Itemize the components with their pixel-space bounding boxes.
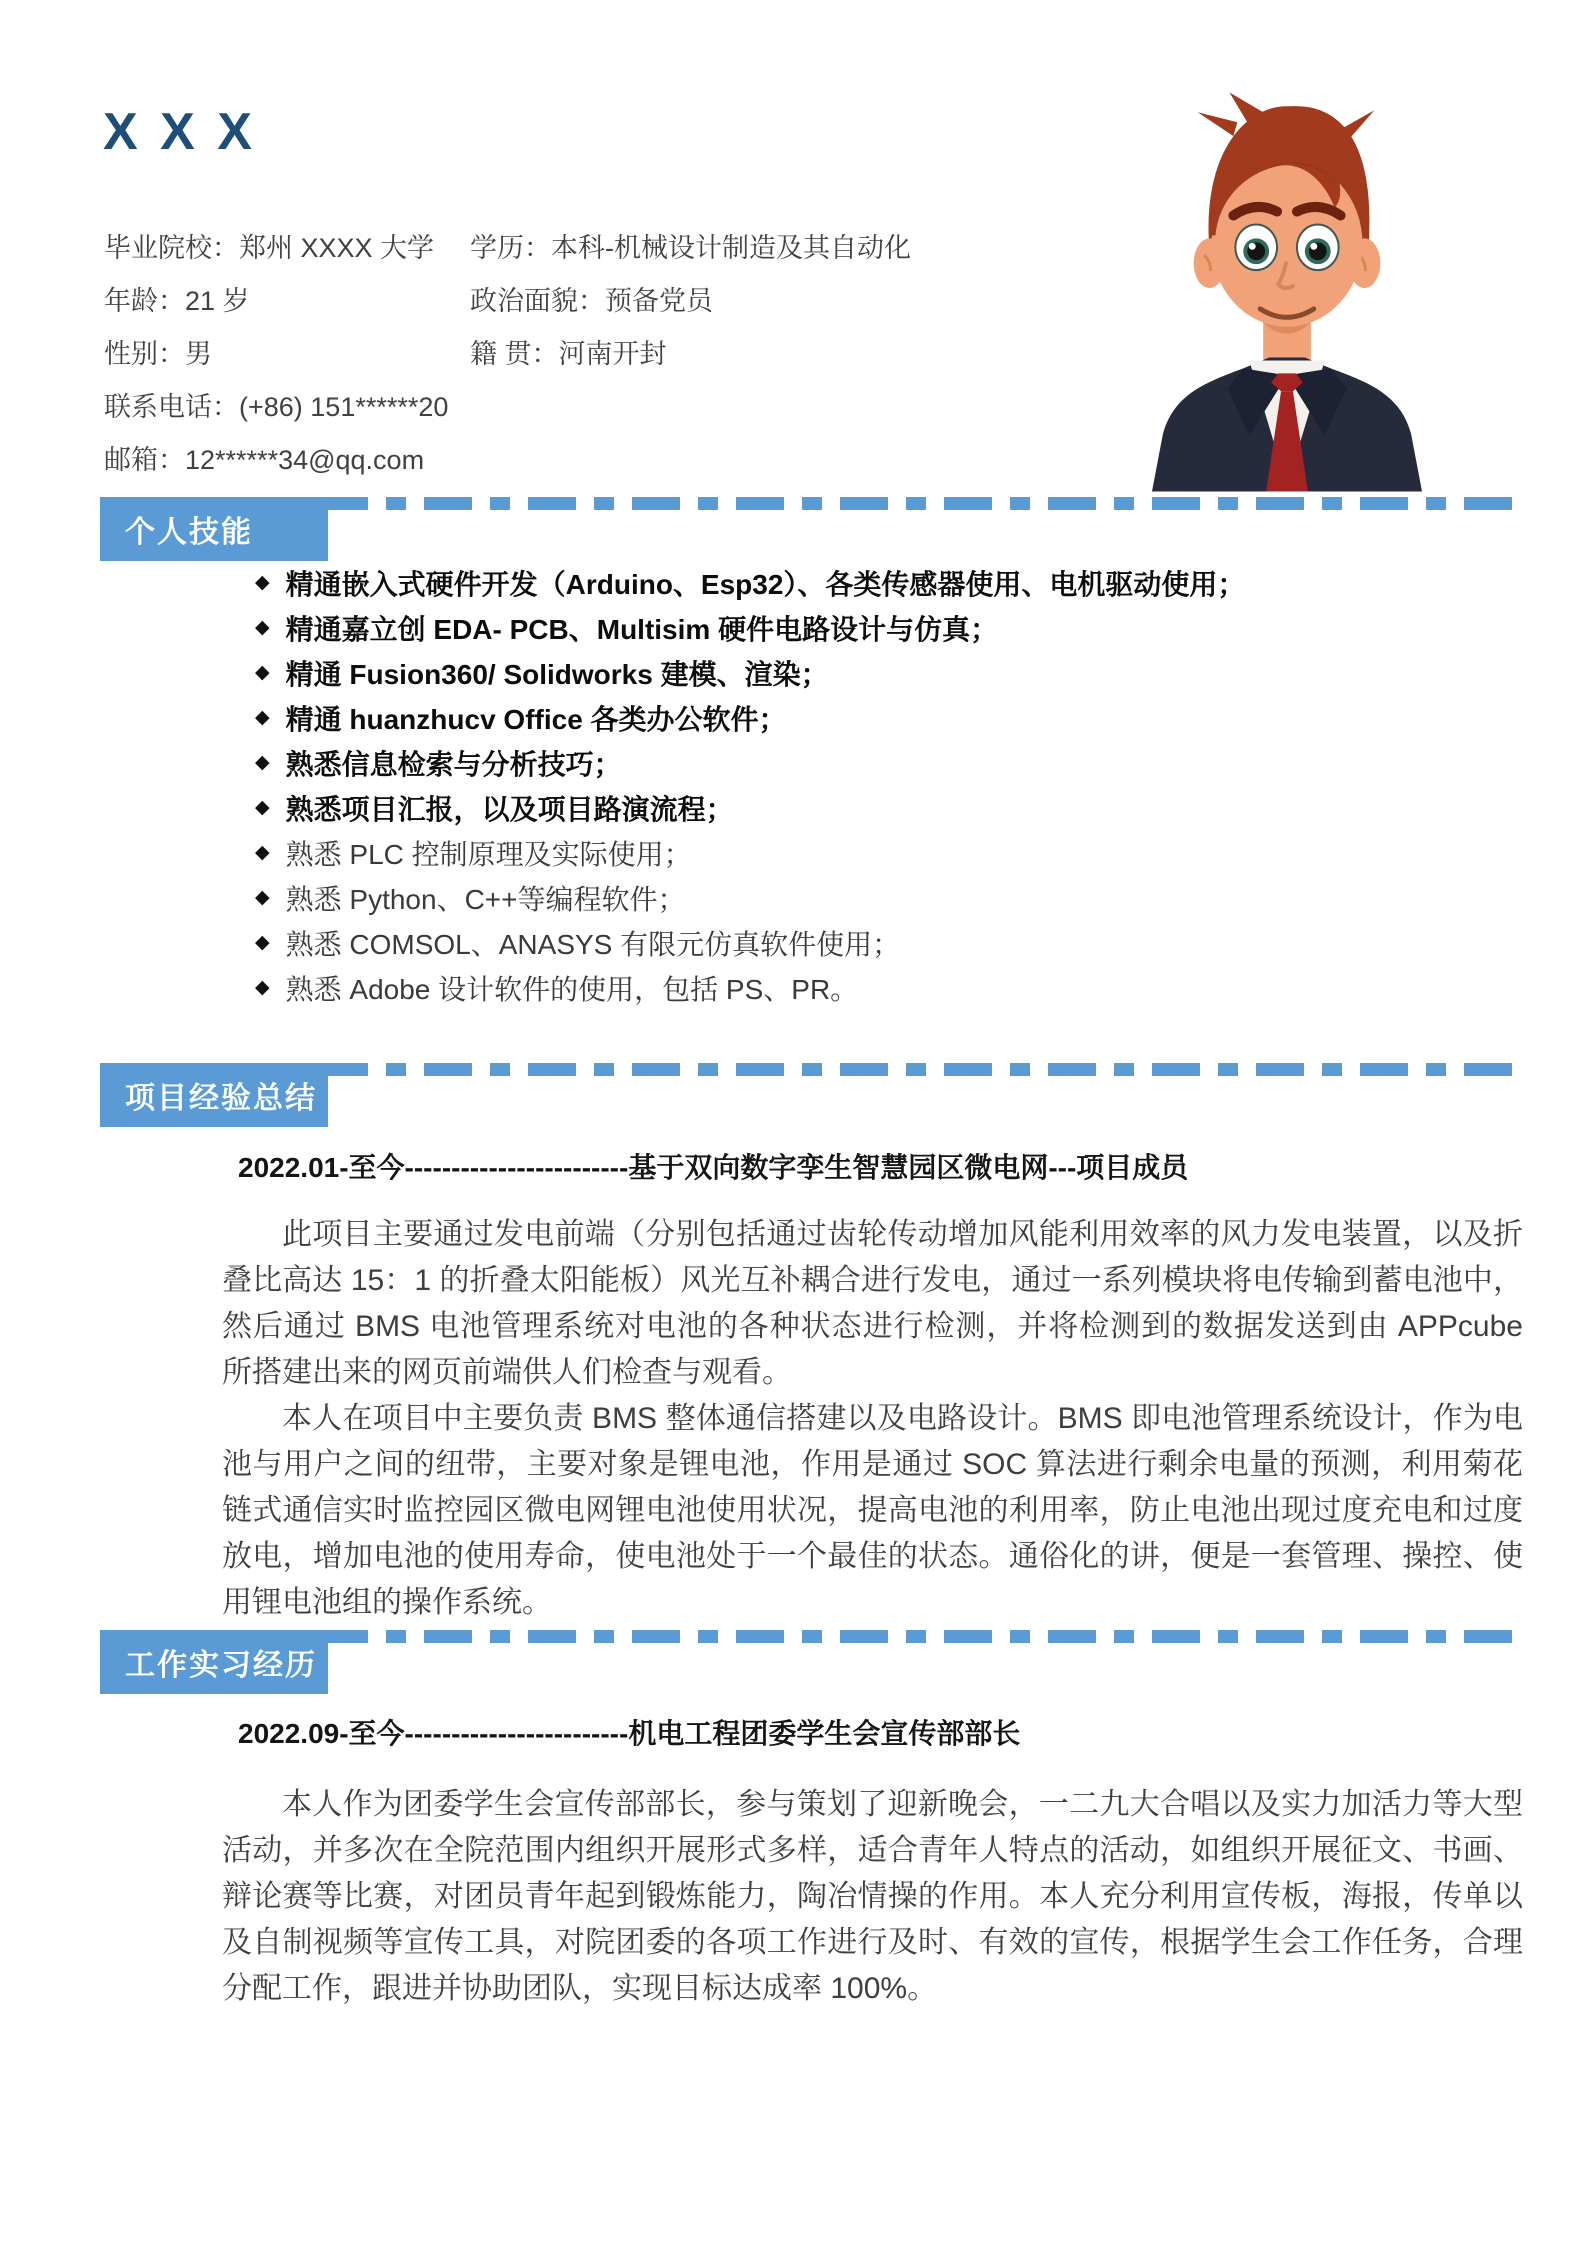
info-row-gender: 性别：男 (104, 339, 212, 369)
skill-item (255, 965, 1245, 1010)
diamond-bullet-icon: ◆ (255, 662, 270, 683)
diamond-bullet-icon: ◆ (255, 977, 270, 998)
work-description (222, 1782, 1523, 2012)
skill-text: 熟悉 PLC 控制原理及实际使用； (285, 838, 692, 870)
diamond-bullet-icon: ◆ (255, 707, 270, 728)
info-row-age: 年龄：21 岁 (104, 286, 250, 316)
section-title-box (100, 1630, 328, 1694)
diamond-bullet-icon: ◆ (255, 932, 270, 953)
diamond-bullet-icon: ◆ (255, 617, 270, 638)
work-paragraph: 本人作为团委学生会宣传部部长，参与策划了迎新晚会，一二九大合唱以及实力加活力等大型活动，并多次在全院范围内组织开展形式多样，适合青年人特点的活动，如组织开展征文、书画、辩论赛等比赛，对团员青年起到锻炼能力，陶冶情操的作用。本人充分利用宣传板，海报，传单以及自制视频等宣传工具，对院团委的各项工作进行及时、有效的宣传，根据学生会工作任务，合理分配工作，跟进并协助团队，实现目标达成率 100%。 (222, 1788, 1523, 2005)
diamond-bullet-icon: ◆ (255, 752, 270, 773)
info-row-school: 毕业院校：郑州 XXXX 大学 (104, 233, 435, 263)
diamond-bullet-icon: ◆ (255, 797, 270, 818)
project-description (222, 1212, 1523, 1626)
info-row-degree: 学历：本科-机械设计制造及其自动化 (470, 233, 911, 263)
skill-text: 熟悉 COMSOL、ANASYS 有限元仿真软件使用； (285, 928, 901, 960)
info-row-hometown: 籍 贯：河南开封 (470, 339, 667, 369)
skill-text: 熟悉项目汇报，以及项目路演流程； (285, 793, 734, 825)
male-avatar-illustration (1148, 84, 1426, 492)
skill-item (255, 785, 1245, 830)
skill-text: 精通 huanzhucv Office 各类办公软件； (285, 703, 787, 735)
section-project-header (100, 1063, 1523, 1127)
skill-text: 熟悉 Adobe 设计软件的使用，包括 PS、PR。 (285, 973, 859, 1005)
project-entry-title: 2022.01-至今------------------------基于双向数字孪生智慧园区微电网---项目成员 (238, 1152, 1189, 1183)
section-title: 项目经验总结 (125, 1082, 317, 1115)
basic-info-right (470, 222, 911, 381)
skill-text: 熟悉信息检索与分析技巧； (285, 748, 622, 780)
dashed-divider (320, 1630, 1523, 1643)
diamond-bullet-icon: ◆ (255, 842, 270, 863)
avatar (1148, 84, 1426, 492)
candidate-name: X X X (103, 103, 256, 161)
info-row-phone: 联系电话：(+86) 151******20 (104, 392, 449, 422)
info-row-political: 政治面貌：预备党员 (470, 286, 713, 316)
work-entry-title: 2022.09-至今------------------------机电工程团委学生会宣传部部长 (238, 1718, 1021, 1749)
section-title-box (100, 1063, 328, 1127)
section-title: 个人技能 (125, 516, 253, 549)
skill-item (255, 740, 1245, 785)
section-skills-header (100, 497, 1523, 561)
skill-text: 精通 Fusion360/ Solidworks 建模、渲染； (285, 658, 829, 690)
project-paragraph: 此项目主要通过发电前端（分别包括通过齿轮传动增加风能利用效率的风力发电装置，以及折叠比高达 15：1 的折叠太阳能板）风光互补耦合进行发电，通过一系列模块将电传输到蓄电池中，然后通过 BMS 电池管理系统对电池的各种状态进行检测，并将检测到的数据发送到由 APPcube 所搭建出来的网页前端供人们检查与观看。 (222, 1218, 1523, 1389)
diamond-bullet-icon: ◆ (255, 572, 270, 593)
skill-text: 熟悉 Python、C++等编程软件； (285, 883, 686, 915)
diamond-bullet-icon: ◆ (255, 887, 270, 908)
skill-item (255, 875, 1245, 920)
dashed-divider (320, 497, 1523, 510)
section-work-header (100, 1630, 1523, 1694)
skill-item (255, 650, 1245, 695)
skill-item (255, 830, 1245, 875)
dashed-divider (320, 1063, 1523, 1076)
skills-list (255, 560, 1245, 1010)
skill-item (255, 560, 1245, 605)
skill-text: 精通嘉立创 EDA- PCB、Multisim 硬件电路设计与仿真； (285, 613, 999, 645)
basic-info-left (104, 222, 448, 487)
skill-item (255, 695, 1245, 740)
project-paragraph: 本人在项目中主要负责 BMS 整体通信搭建以及电路设计。BMS 即电池管理系统设计，作为电池与用户之间的纽带，主要对象是锂电池，作用是通过 SOC 算法进行剩余电量的预测，利用菊花链式通信实时监控园区微电网锂电池使用状况，提高电池的利用率，防止电池出现过度充电和过度放电，增加电池的使用寿命，使电池处于一个最佳的状态。通俗化的讲，便是一套管理、操控、使用锂电池组的操作系统。 (222, 1402, 1523, 1619)
skill-item (255, 605, 1245, 650)
skill-text: 精通嵌入式硬件开发（Arduino、Esp32）、各类传感器使用、电机驱动使用； (285, 568, 1246, 600)
skill-item (255, 920, 1245, 965)
section-title: 工作实习经历 (125, 1649, 317, 1682)
section-title-box (100, 497, 328, 561)
info-row-email: 邮箱：12******34@qq.com (104, 445, 425, 475)
